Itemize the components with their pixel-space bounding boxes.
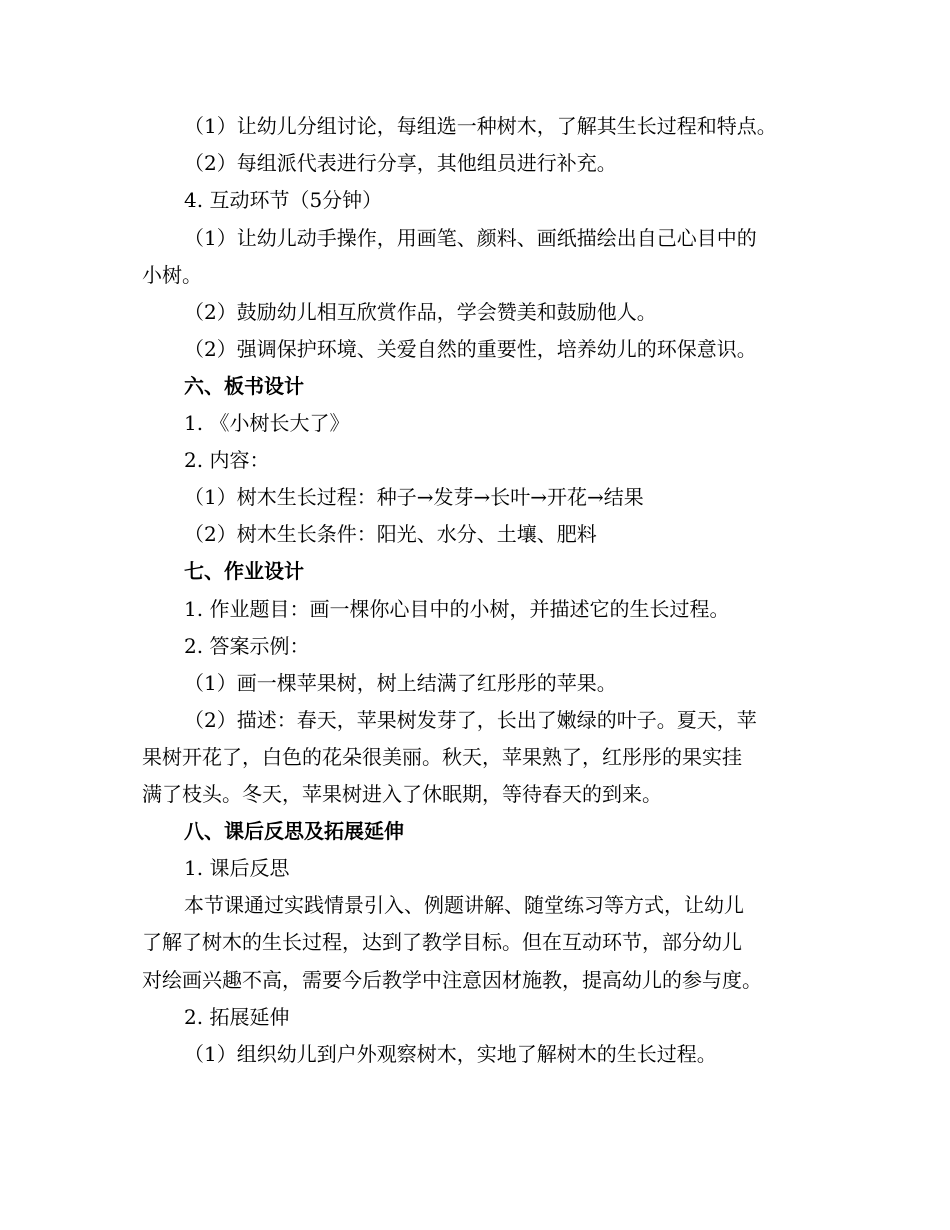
text-line: （1）树木生长过程：种子→发芽→长叶→开花→结果 xyxy=(184,485,644,509)
text-line: 2. 答案示例： xyxy=(184,634,310,658)
text-line: （2）描述：春天，苹果树发芽了，长出了嫩绿的叶子。夏天，苹 xyxy=(184,708,757,732)
section-heading: 七、作业设计 xyxy=(184,559,304,583)
text-line: 果树开花了，白色的花朵很美丽。秋天，苹果熟了，红彤彤的果实挂 xyxy=(142,745,742,769)
text-line: 2. 拓展延伸 xyxy=(184,1005,290,1029)
text-line: 2. 内容： xyxy=(184,448,270,472)
text-line: （1）画一棵苹果树，树上结满了红彤彤的苹果。 xyxy=(184,671,617,695)
text-line: 4. 互动环节（5分钟） xyxy=(184,188,383,212)
text-line: （1）让幼儿动手操作，用画笔、颜料、画纸描绘出自己心目中的 xyxy=(184,226,757,250)
text-line: 满了枝头。冬天，苹果树进入了休眠期，等待春天的到来。 xyxy=(142,782,662,806)
text-line: 1. 作业题目：画一棵你心目中的小树，并描述它的生长过程。 xyxy=(184,597,730,621)
text-line: 1. 课后反思 xyxy=(184,856,290,880)
text-line: 了解了树木的生长过程，达到了教学目标。但在互动环节，部分幼儿 xyxy=(142,930,742,954)
text-line: （2）每组派代表进行分享，其他组员进行补充。 xyxy=(184,151,617,175)
text-line: （1）让幼儿分组讨论，每组选一种树木，了解其生长过程和特点。 xyxy=(184,114,777,138)
text-line: （1）组织幼儿到户外观察树木，实地了解树木的生长过程。 xyxy=(184,1042,717,1066)
section-heading: 六、板书设计 xyxy=(184,374,304,398)
text-line: 本节课通过实践情景引入、例题讲解、随堂练习等方式，让幼儿 xyxy=(184,893,744,917)
text-line: 小树。 xyxy=(142,263,202,287)
section-heading: 八、课后反思及拓展延伸 xyxy=(184,819,404,843)
text-line: 对绘画兴趣不高，需要今后教学中注意因材施教，提高幼儿的参与度。 xyxy=(142,968,762,992)
text-line: （2）鼓励幼儿相互欣赏作品，学会赞美和鼓励他人。 xyxy=(184,300,657,324)
text-line: （2）强调保护环境、关爱自然的重要性，培养幼儿的环保意识。 xyxy=(184,337,757,361)
text-line: （2）树木生长条件：阳光、水分、土壤、肥料 xyxy=(184,522,597,546)
text-line: 1. 《小树长大了》 xyxy=(184,411,350,435)
